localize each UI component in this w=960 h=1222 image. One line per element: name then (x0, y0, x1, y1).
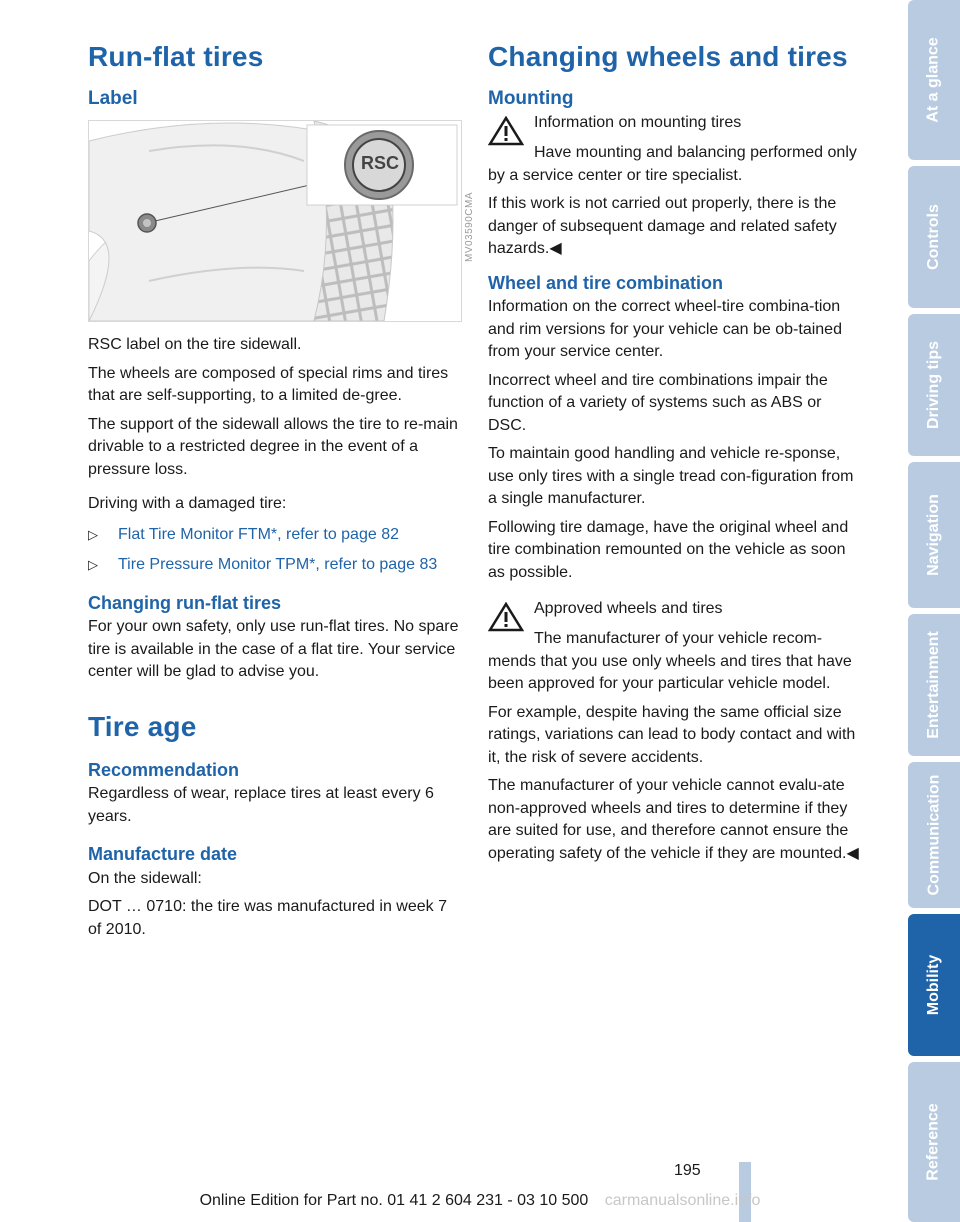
paragraph-dot-code: DOT … 0710: the tire was manufactured in week 7 of 2010. (88, 898, 447, 938)
damaged-tire-list (88, 524, 460, 577)
subheading-changing-run-flat: Changing run-flat tires (88, 592, 281, 613)
tire-rsc-figure (88, 120, 462, 322)
warning-approved-body: The manufacturer of your vehicle recom-mends that you use only wheels and tires that have been approved for your particular vehicle model. (488, 630, 852, 693)
tab-mobility[interactable] (908, 914, 960, 1056)
bullet-icon: ▷ (88, 557, 98, 573)
warning-approved (488, 598, 860, 628)
subheading-label: Label (88, 87, 138, 109)
footer-text: Online Edition for Part no. 01 41 2 604 231 - 03 10 500 (199, 1192, 589, 1209)
warning-approved-text (488, 628, 860, 696)
tab-label: Controls (925, 204, 942, 270)
rsc-badge-text: RSC (360, 153, 399, 174)
tab-entertainment[interactable] (908, 614, 960, 756)
chapter-sidebar (906, 0, 960, 1222)
paragraph-combo-4: Following tire damage, have the original wheel and tire combination remounted on the vehicle as soon as possible. (488, 518, 849, 581)
tab-communication[interactable] (908, 762, 960, 908)
section-title-tire-age: Tire age (88, 710, 197, 742)
list-item[interactable] (88, 554, 460, 577)
tab-controls[interactable] (908, 166, 960, 308)
paragraph-non-approved: The manufacturer of your vehicle cannot evalu-ate non-approved wheels and tires to determine if they are suited for use, and therefore cannot ensure the operating safety of the vehicle if they are mounted.◀ (488, 777, 859, 862)
paragraph-damaged-tire: Driving with a damaged tire: (88, 495, 287, 513)
tab-navigation[interactable] (908, 462, 960, 608)
paragraph-sidewall-label: On the sidewall: (88, 869, 202, 887)
tab-label: Entertainment (925, 631, 943, 739)
paragraph-changing-run-flat: For your own safety, only use run-flat tires. No spare tire is available in the case of a flat tire. Your service center will be glad to advise you. (88, 618, 459, 681)
warning-mounting (488, 112, 860, 142)
figure-code: MV03590CMA (464, 191, 475, 262)
paragraph-sidewall: The support of the sidewall allows the tire to re-main drivable to a restricted degree in the event of a pressure loss. (88, 415, 458, 478)
warning-title: Approved wheels and tires (534, 600, 723, 618)
tab-driving-tips[interactable] (908, 314, 960, 456)
section-title-run-flat: Run-flat tires (88, 41, 264, 72)
tab-label: Mobility (925, 954, 942, 1016)
section-title-changing-wheels: Changing wheels and tires (488, 41, 848, 72)
warning-icon (488, 602, 524, 632)
tab-at-a-glance[interactable] (908, 0, 960, 160)
warning-text-2: If this work is not carried out properly, there is the danger of subsequent damage and related safety hazards.◀ (488, 195, 837, 258)
tab-label: Driving tips (925, 340, 943, 430)
tab-label: At a glance (925, 37, 943, 123)
warning-text-body: Have mounting and balancing performed only by a service center or tire specialist. (488, 144, 857, 184)
warning-text (488, 142, 860, 187)
paragraph-combo-3: To maintain good handling and vehicle re-sponse, use only tires with a single tread con-figuration from a single manufacturer. (488, 445, 854, 508)
page-number: 195 (674, 1162, 701, 1179)
link-tpm[interactable]: Tire Pressure Monitor TPM*, refer to page 83 (118, 556, 438, 574)
right-column (488, 40, 860, 871)
subheading-recommendation: Recommendation (88, 759, 240, 780)
subheading-wheel-tire-combo: Wheel and tire combination (488, 272, 724, 293)
tire-illustration (89, 121, 461, 321)
paragraph-combo-2: Incorrect wheel and tire combinations impair the function of a variety of systems such as ABS or DSC. (488, 371, 828, 434)
warning-icon (488, 116, 524, 146)
figure-caption: RSC label on the tire sidewall. (88, 336, 302, 354)
subheading-mounting: Mounting (488, 87, 574, 109)
paragraph-size-ratings: For example, despite having the same official size ratings, variations can lead to body contact and with it, the risk of severe accidents. (488, 703, 856, 766)
paragraph-rims: The wheels are composed of special rims and tires that are self-supporting, to a limited de-gree. (88, 364, 449, 405)
list-item[interactable] (88, 524, 460, 547)
footer-edition (0, 1192, 960, 1210)
link-ftm[interactable]: Flat Tire Monitor FTM*, refer to page 82 (118, 525, 399, 543)
tab-label: Communication (925, 774, 943, 896)
paragraph-recommendation: Regardless of wear, replace tires at least every 6 years. (88, 785, 434, 825)
warning-title: Information on mounting tires (534, 114, 742, 132)
watermark: carmanualsonline.info (604, 1192, 761, 1209)
tab-label: Navigation (925, 494, 943, 576)
left-column (88, 40, 460, 947)
tab-label: Reference (925, 1103, 942, 1181)
bullet-icon: ▷ (88, 526, 98, 542)
subheading-manufacture-date: Manufacture date (88, 844, 238, 865)
paragraph-combo-1: Information on the correct wheel-tire combina-tion and rim versions for your vehicle can be ob-tained from your service center. (488, 298, 842, 361)
